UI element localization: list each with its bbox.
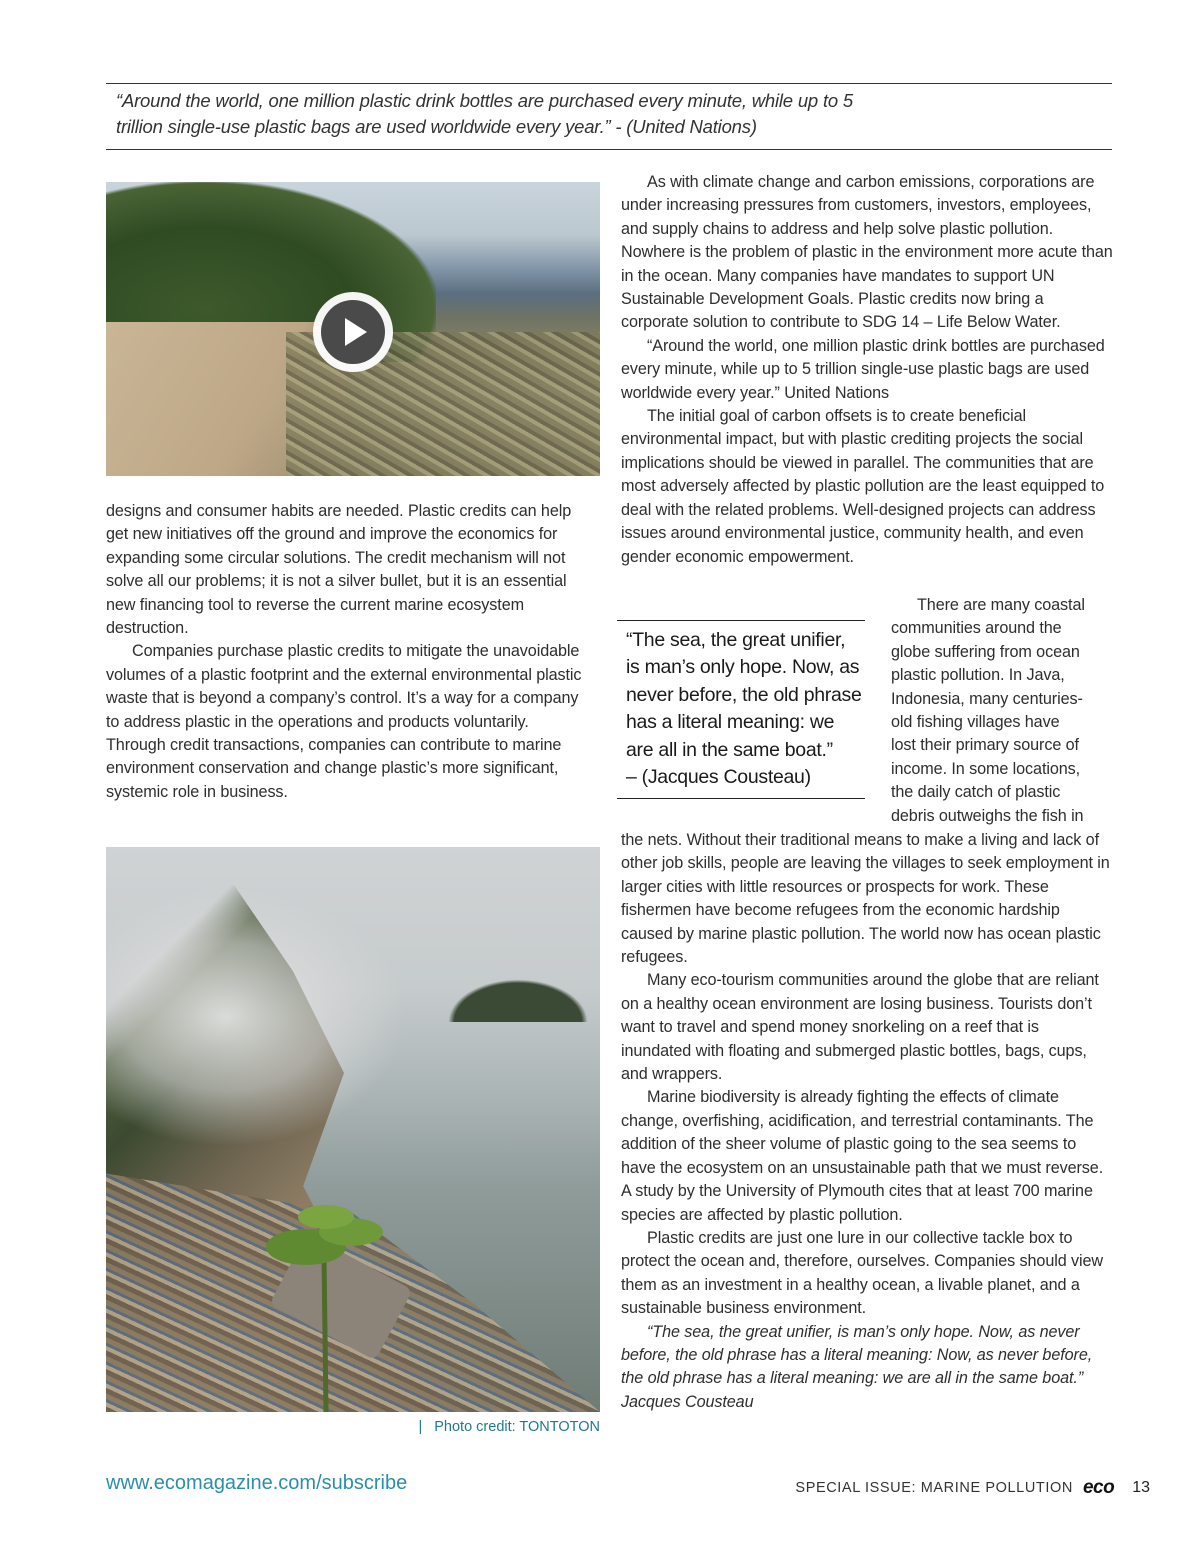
box-quote-line: never before, the old phrase [626, 683, 862, 706]
wrap-line: plastic pollution. In Java, [891, 666, 1065, 685]
wrap-line: debris outweighs the fish in [891, 806, 1084, 825]
right-paragraph-7: Plastic credits are just one lure in our collective tackle box to protect the ocean and, therefore, ourselves. Companies should view them as an investment in a healthy ocean, a livable planet, and a sustainable business environment. [621, 1228, 1104, 1318]
plant-graphic [266, 1177, 386, 1412]
footer-issue-info [700, 1476, 1150, 1500]
box-quote-line: “The sea, the great unifier, [626, 629, 846, 651]
wrap-line-1: There are many coastal [917, 596, 1085, 614]
right-paragraph-5: Many eco-tourism communities around the globe that are reliant on a healthy ocean environment are losing business. Tourists don’t want to travel and spend money snorkeling on a reef that is inundated with floating and submerged plastic bottles, bags, cups, and wrappers. [621, 971, 1099, 1084]
header-pull-quote [116, 88, 916, 140]
right-paragraph-2: “Around the world, one million plastic drink bottles are purchased every minute, while up to 5 trillion single-use plastic bags are used worldwide every year.” United Nations [621, 336, 1105, 402]
wrap-line: Indonesia, many centuries- [891, 689, 1083, 708]
smoke-graphic [106, 887, 406, 1147]
right-paragraph-3: The initial goal of carbon offsets is to create beneficial environmental impact, but with plastic crediting projects the social implications should be viewed in parallel. The communities that are most adversely affected by plastic pollution are the least equipped to deal with the related problems. Well-designed projects can address issues around environmental justice, community health, and even gender economic empowerment. [621, 407, 1105, 566]
header-rule-bottom [106, 149, 1112, 150]
header-rule-top [106, 83, 1112, 84]
play-icon [321, 300, 385, 364]
right-paragraph-1: As with climate change and carbon emissions, corporations are under increasing pressures from customers, investors, employees, and supply chains to address and help solve plastic pollution. Nowhere is the problem of plastic in the environment more acute than in the ocean. Many companies have mandates to support UN Sustainable Development Goals. Plastic credits now bring a corporate solution to contribute to SDG 14 – Life Below Water. [621, 173, 1113, 332]
box-quote-line: are all in the same boat.” [626, 738, 833, 761]
caption-separator: | [418, 1419, 423, 1435]
right-paragraph-4: the nets. Without their traditional means to make a living and lack of other job skills, people are leaving the villages to seek employment in larger cities with little resources or prospects for work. These fishermen have become refugees from the economic hardship caused by marine plastic pollution. The world now has ocean plastic refugees. [621, 831, 1110, 967]
box-quote-line: is man’s only hope. Now, as [626, 656, 860, 679]
header-quote-line-2: trillion single-use plastic bags are used worldwide every year.” - (United Nations) [116, 116, 757, 137]
photo-credit-text: Photo credit: TONTOTON [434, 1419, 600, 1435]
wrap-line: globe suffering from ocean [891, 642, 1080, 661]
issue-title: SPECIAL ISSUE: MARINE POLLUTION [795, 1480, 1073, 1496]
burning-shoreline-photo [106, 847, 600, 1412]
left-paragraph-1: designs and consumer habits are needed. Plastic credits can help get new initiatives off the ground and improve the economics for expanding some circular solutions. The credit mechanism will not solve all our problems; it is not a silver bullet, but it is an essential new financing tool to reverse the current marine ecosystem destruction. [106, 502, 572, 638]
right-column-top [621, 171, 1113, 569]
wrap-line: communities around the [891, 619, 1062, 638]
right-closing-quote: “The sea, the great unifier, is man’s only hope. Now, as never before, the old phrase has a literal meaning: Now, as never before, the old phrase has a literal meaning: we are all in the same boat.” Jacques Cousteau [621, 1322, 1093, 1411]
header-quote-line-1: “Around the world, one million plastic drink bottles are purchased every minute, while up to 5 [116, 90, 854, 111]
photo-credit [390, 1419, 600, 1435]
box-quote-line: has a literal meaning: we [626, 711, 835, 734]
box-quote-text [626, 627, 866, 791]
wrap-line: income. In some locations, [891, 759, 1081, 778]
page-number: 13 [1132, 1479, 1150, 1496]
island-graphic [436, 972, 600, 1022]
right-column-wrap [891, 594, 1113, 828]
subscribe-link[interactable]: www.ecomagazine.com/subscribe [106, 1472, 408, 1494]
play-video-button[interactable] [313, 292, 393, 372]
wrap-line: lost their primary source of [891, 736, 1079, 755]
left-paragraph-2: Companies purchase plastic credits to mitigate the unavoidable volumes of a plastic footprint and the external environmental plastic waste that is beyond a company’s control. It’s a way for a company to address plastic in the operations and products voluntarily. Through credit transactions, companies can contribute to marine environment conservation and change plastic’s more significant, systemic role in business. [106, 642, 582, 801]
eco-logo: eco [1082, 1477, 1115, 1498]
left-column-text [106, 500, 592, 804]
right-column-bottom [621, 829, 1113, 1414]
box-pull-quote [617, 620, 865, 799]
wrap-line: old fishing villages have [891, 713, 1060, 732]
box-quote-attribution: – (Jacques Cousteau) [626, 766, 811, 789]
right-paragraph-6: Marine biodiversity is already fighting the effects of climate change, overfishing, acidification, and terrestrial contaminants. The addition of the sheer volume of plastic going to the sea seems to have the ecosystem on an unsustainable path that we must reverse. A study by the University of Plymouth cites that at least 700 marine species are affected by plastic pollution. [621, 1088, 1104, 1224]
wrap-line: the daily catch of plastic [891, 783, 1061, 802]
